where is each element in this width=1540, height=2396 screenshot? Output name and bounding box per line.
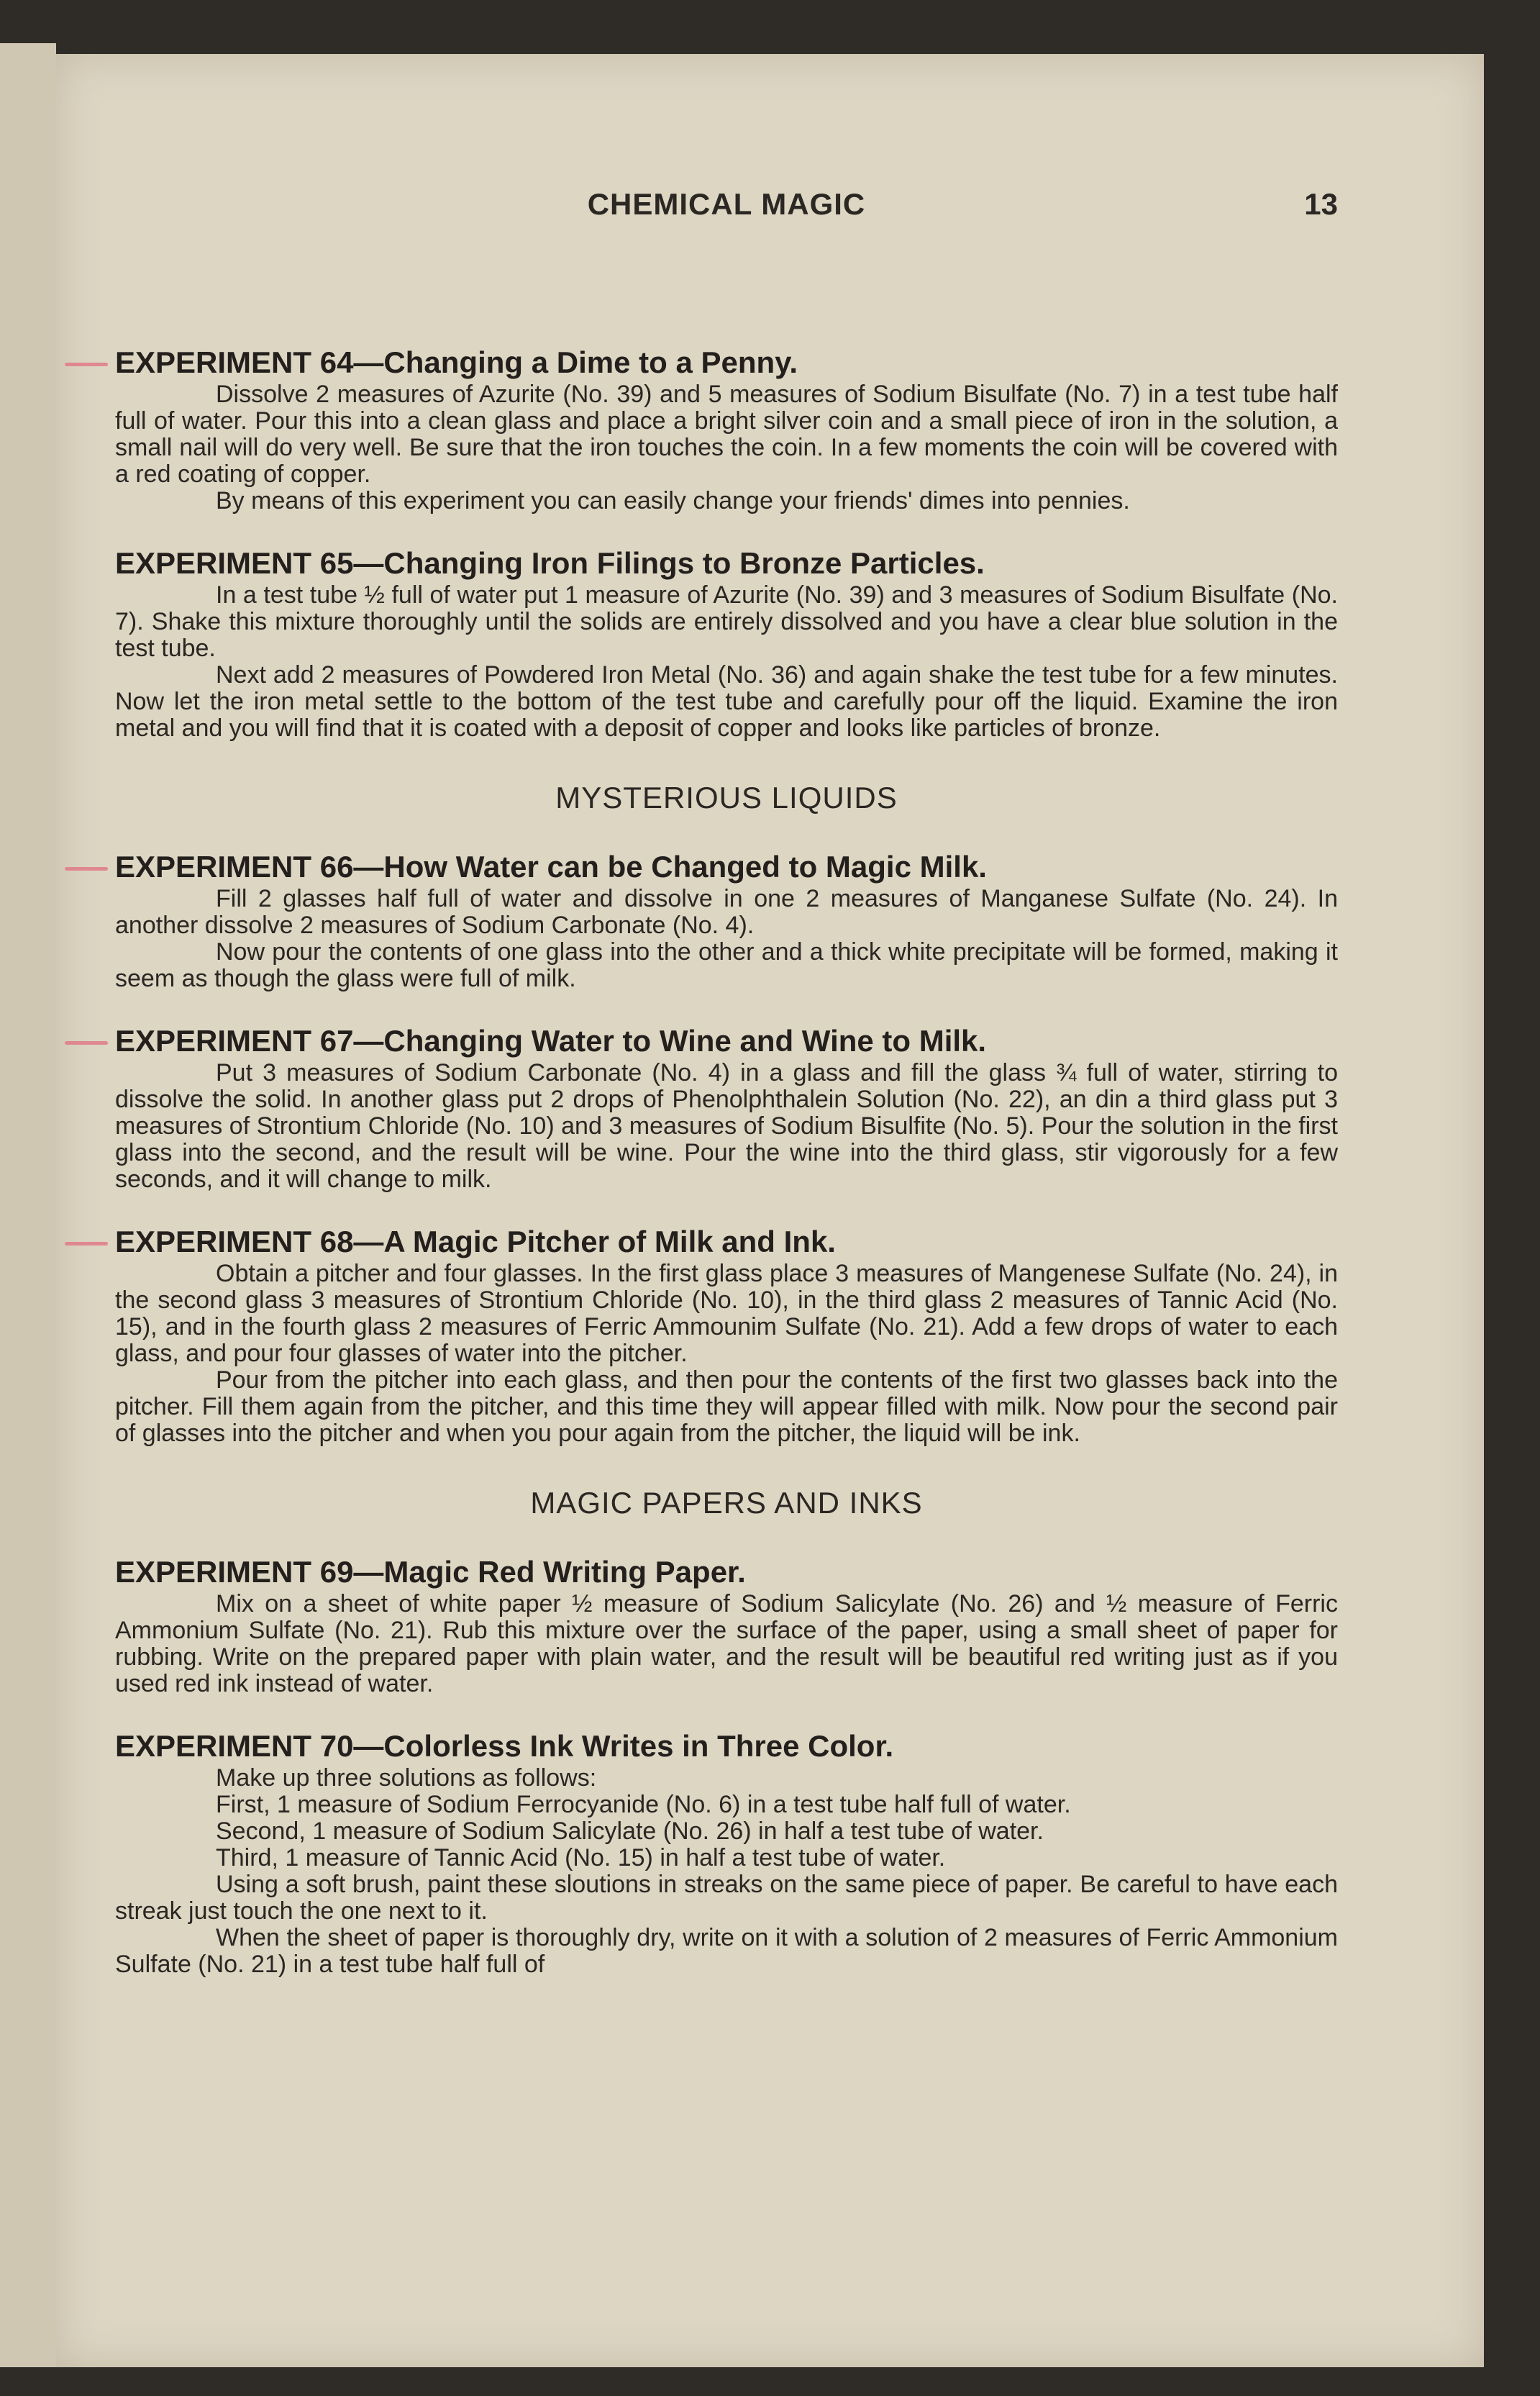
- experiment-paragraph: Mix on a sheet of white paper ½ measure of Sodium Salicylate (No. 26) and ½ measure of Ferric Ammonium Sulfate (No. 21). Rub this mixture over the surface of the paper, using a small sheet of paper for rubbing. Write on the prepared paper with plain water, and the result will be beautiful red writing just as if you used red ink instead of water.: [115, 1590, 1338, 1697]
- experiment-paragraph: Second, 1 measure of Sodium Salicylate (No. 26) in half a test tube of water.: [216, 1818, 1044, 1845]
- experiment-paragraph: Now pour the contents of one glass into the other and a thick white precipitate will be formed, making it seem as though the glass were full of milk.: [115, 938, 1338, 992]
- experiment-paragraph: Make up three solutions as follows:: [216, 1764, 597, 1792]
- experiment-block: [115, 1729, 1338, 1978]
- running-head: [115, 187, 1338, 237]
- pencil-mark: [65, 363, 108, 366]
- experiment-paragraph: Pour from the pitcher into each glass, and then pour the contents of the first two glasses back into the pitcher. Fill them again from the pitcher, and this time they will appear filled with milk. Now pour the second pair of glasses into the pitcher and when you pour again from the pitcher, the liquid will be ink.: [115, 1366, 1338, 1447]
- page-body: [115, 345, 1338, 2010]
- experiment-paragraph: By means of this experiment you can easily change your friends' dimes into pennies.: [216, 487, 1130, 514]
- experiment-group-mysterious-liquids: [115, 850, 1338, 1447]
- experiment-heading: EXPERIMENT 65—Changing Iron Filings to Bronze Particles.: [115, 546, 985, 580]
- experiment-block: [115, 1024, 1338, 1193]
- pencil-mark: [65, 1242, 108, 1245]
- experiment-group-magic-papers: [115, 1555, 1338, 1978]
- experiment-block: [115, 1225, 1338, 1447]
- experiment-group-chemical-magic: [115, 345, 1338, 742]
- experiment-heading: EXPERIMENT 67—Changing Water to Wine and Wine to Milk.: [115, 1024, 987, 1058]
- experiment-paragraph: When the sheet of paper is thoroughly dry, write on it with a solution of 2 measures of Ferric Ammonium Sulfate (No. 21) in a test tube half full of: [115, 1924, 1338, 1978]
- section-title-magic-papers: MAGIC PAPERS AND INKS: [530, 1486, 923, 1520]
- experiment-block: [115, 850, 1338, 992]
- experiment-block: [115, 345, 1338, 514]
- experiment-heading: EXPERIMENT 68—A Magic Pitcher of Milk and Ink.: [115, 1225, 836, 1258]
- experiment-paragraph: In a test tube ½ full of water put 1 measure of Azurite (No. 39) and 3 measures of Sodium Bisulfate (No. 7). Shake this mixture thoroughly until the solids are entirely dissolved and you have a clear blue solution in the test tube.: [115, 581, 1338, 662]
- experiment-paragraph: First, 1 measure of Sodium Ferrocyanide (No. 6) in a test tube half full of water.: [216, 1791, 1071, 1818]
- experiment-heading: EXPERIMENT 66—How Water can be Changed to Magic Milk.: [115, 850, 987, 884]
- experiment-paragraph: Next add 2 measures of Powdered Iron Metal (No. 36) and again shake the test tube for a few minutes. Now let the iron metal settle to the bottom of the test tube and carefully pour off the liquid. Examine the iron metal and you will find that it is coated with a deposit of copper and looks like particles of bronze.: [115, 661, 1338, 742]
- pencil-mark: [65, 867, 108, 871]
- previous-page-edge: [0, 43, 56, 2367]
- section-title-mysterious-liquids: MYSTERIOUS LIQUIDS: [555, 781, 898, 814]
- experiment-block: [115, 546, 1338, 742]
- experiment-paragraph: Obtain a pitcher and four glasses. In the first glass place 3 measures of Mangenese Sulfate (No. 24), in the second glass 3 measures of Strontium Chloride (No. 10), in the third glass 2 measures of Tannic Acid (No. 15), and in the fourth glass 2 measures of Ferric Ammounim Sulfate (No. 21). Add a few drops of water to each glass, and pour four glasses of water into the pitcher.: [115, 1260, 1338, 1367]
- page-number: 13: [1304, 187, 1338, 221]
- experiment-heading: EXPERIMENT 64—Changing a Dime to a Penny.: [115, 345, 798, 379]
- experiment-paragraph: Fill 2 glasses half full of water and dissolve in one 2 measures of Manganese Sulfate (No. 24). In another dissolve 2 measures of Sodium Carbonate (No. 4).: [115, 885, 1338, 939]
- experiment-paragraph: Dissolve 2 measures of Azurite (No. 39) and 5 measures of Sodium Bisulfate (No. 7) in a test tube half full of water. Pour this into a clean glass and place a bright silver coin and a small piece of iron in the solution, a small nail will do very well. Be sure that the iron touches the coin. In a few moments the coin will be covered with a red coating of copper.: [115, 381, 1338, 488]
- experiment-heading: EXPERIMENT 70—Colorless Ink Writes in Three Color.: [115, 1729, 894, 1763]
- experiment-heading: EXPERIMENT 69—Magic Red Writing Paper.: [115, 1555, 746, 1589]
- pencil-mark: [65, 1041, 108, 1045]
- experiment-paragraph: Third, 1 measure of Tannic Acid (No. 15) in half a test tube of water.: [216, 1844, 946, 1871]
- experiment-paragraph: Using a soft brush, paint these sloutions in streaks on the same piece of paper. Be careful to have each streak just touch the one next to it.: [115, 1871, 1338, 1925]
- experiment-block: [115, 1555, 1338, 1697]
- experiment-paragraph: Put 3 measures of Sodium Carbonate (No. 4) in a glass and fill the glass ¾ full of water, stirring to dissolve the solid. In another glass put 2 drops of Phenolphthalein Solution (No. 22), an din a third glass put 3 measures of Strontium Chloride (No. 10) and 3 measures of Sodium Bisulfite (No. 5). Pour the solution in the first glass into the second, and the result will be wine. Pour the wine into the third glass, stir vigorously for a few seconds, and it will change to milk.: [115, 1059, 1338, 1193]
- running-title: CHEMICAL MAGIC: [587, 187, 866, 221]
